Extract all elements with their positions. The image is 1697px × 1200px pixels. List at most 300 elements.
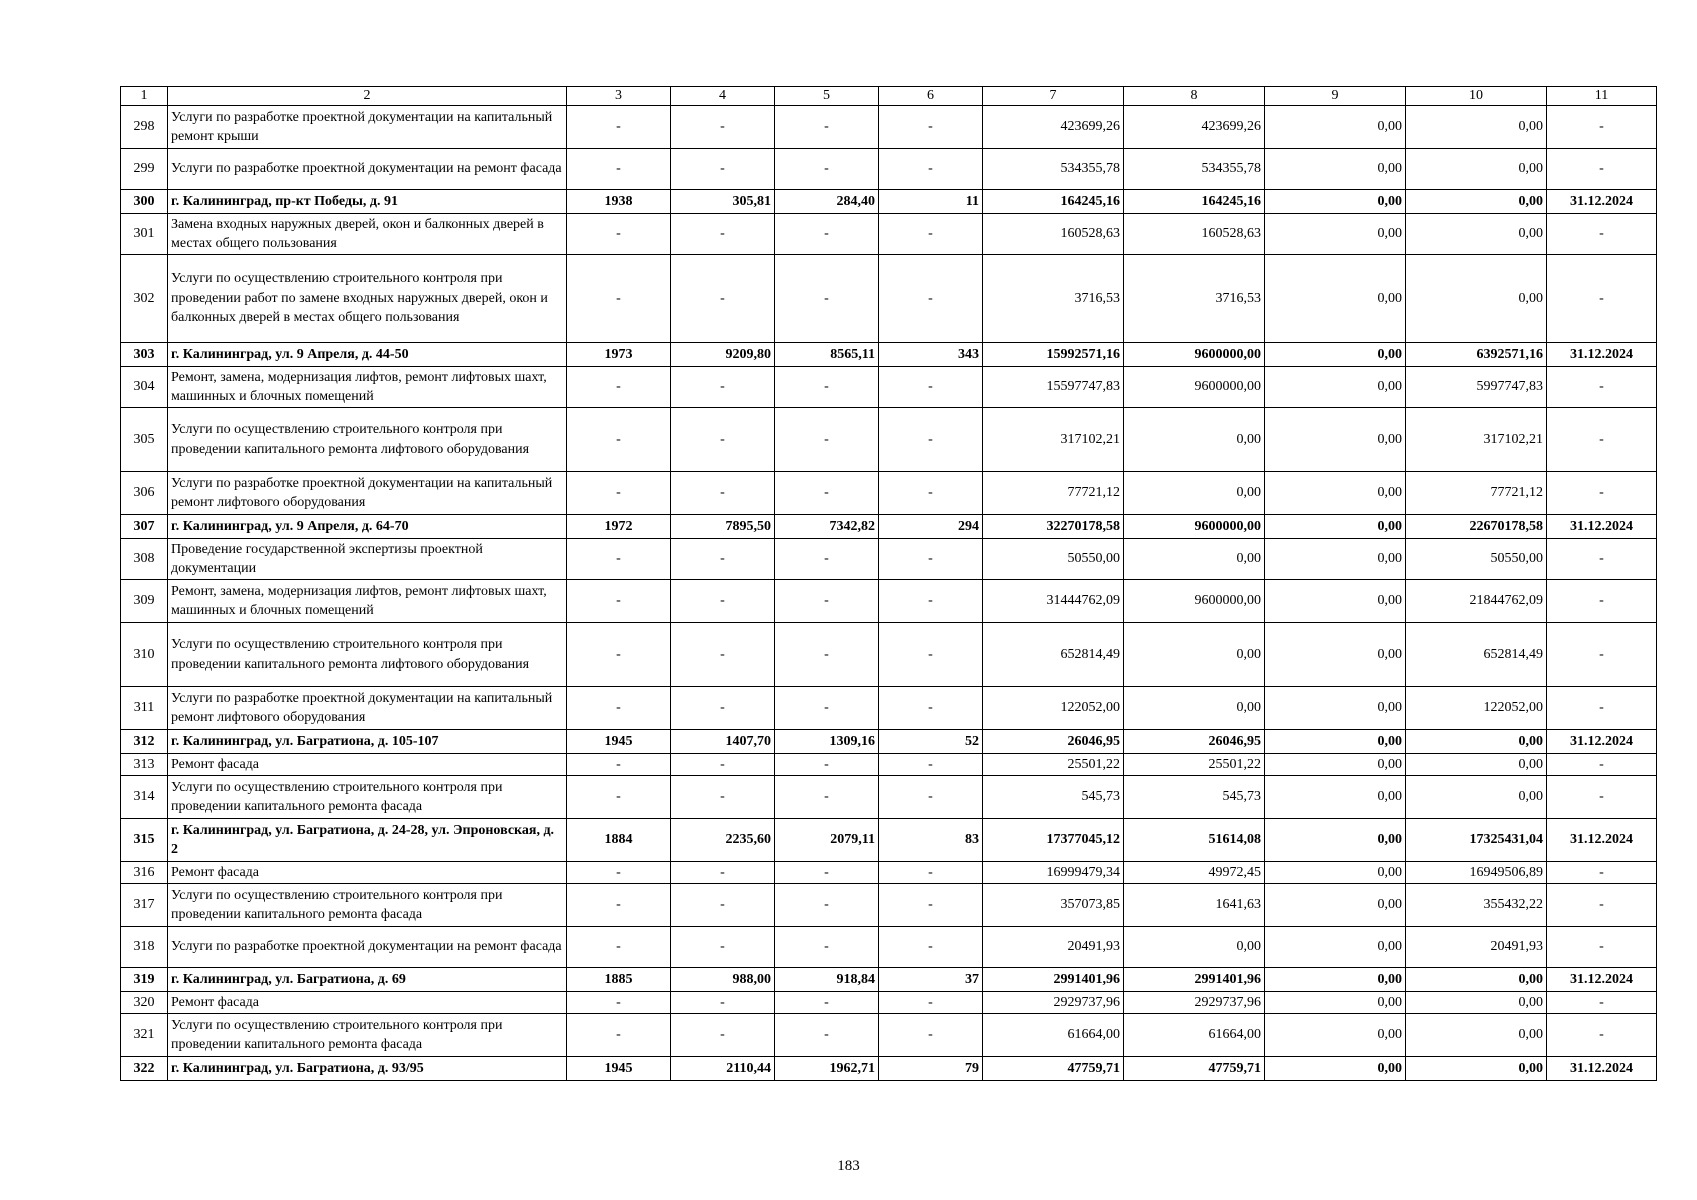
header-cell-4: 4 <box>671 87 775 106</box>
col6-cell: 79 <box>879 1057 983 1081</box>
col4-cell: - <box>671 884 775 927</box>
col3-cell: 1884 <box>567 819 671 862</box>
work-item-row <box>121 106 1657 149</box>
col11-date-cell: - <box>1547 408 1657 472</box>
col6-cell: - <box>879 149 983 190</box>
col11-date-cell: - <box>1547 776 1657 819</box>
col6-cell: - <box>879 106 983 149</box>
address-row <box>121 819 1657 862</box>
col8-amount-cell: 160528,63 <box>1124 214 1265 255</box>
col10-amount-cell: 22670178,58 <box>1406 515 1547 539</box>
row-number-cell: 319 <box>121 968 168 992</box>
col7-amount-cell: 2991401,96 <box>983 968 1124 992</box>
col9-amount-cell: 0,00 <box>1265 367 1406 408</box>
col11-date-cell: 31.12.2024 <box>1547 515 1657 539</box>
col11-date-cell: 31.12.2024 <box>1547 1057 1657 1081</box>
col3-cell: 1885 <box>567 968 671 992</box>
col10-amount-cell: 0,00 <box>1406 149 1547 190</box>
col5-cell: - <box>775 1014 879 1057</box>
col6-cell: - <box>879 214 983 255</box>
col4-cell: 988,00 <box>671 968 775 992</box>
col3-cell: - <box>567 214 671 255</box>
row-number-cell: 310 <box>121 623 168 687</box>
col7-amount-cell: 15992571,16 <box>983 343 1124 367</box>
col10-amount-cell: 0,00 <box>1406 1014 1547 1057</box>
col8-amount-cell: 0,00 <box>1124 927 1265 968</box>
col7-amount-cell: 16999479,34 <box>983 862 1124 884</box>
col9-amount-cell: 0,00 <box>1265 255 1406 343</box>
col3-cell: - <box>567 754 671 776</box>
col11-date-cell: - <box>1547 862 1657 884</box>
row-number-cell: 321 <box>121 1014 168 1057</box>
row-number-cell: 322 <box>121 1057 168 1081</box>
col7-amount-cell: 423699,26 <box>983 106 1124 149</box>
col9-amount-cell: 0,00 <box>1265 687 1406 730</box>
work-description-cell: г. Калининград, ул. Багратиона, д. 93/95 <box>168 1057 567 1081</box>
col3-cell: 1945 <box>567 730 671 754</box>
col4-cell: 305,81 <box>671 190 775 214</box>
col3-cell: 1973 <box>567 343 671 367</box>
col7-amount-cell: 160528,63 <box>983 214 1124 255</box>
col5-cell: - <box>775 687 879 730</box>
row-number-cell: 305 <box>121 408 168 472</box>
col9-amount-cell: 0,00 <box>1265 343 1406 367</box>
col6-cell: - <box>879 539 983 580</box>
col4-cell: - <box>671 776 775 819</box>
col6-cell: 83 <box>879 819 983 862</box>
col6-cell: - <box>879 472 983 515</box>
row-number-cell: 313 <box>121 754 168 776</box>
col8-amount-cell: 26046,95 <box>1124 730 1265 754</box>
work-description-cell: г. Калининград, ул. Багратиона, д. 105-107 <box>168 730 567 754</box>
col5-cell: - <box>775 472 879 515</box>
col5-cell: - <box>775 884 879 927</box>
col5-cell: 284,40 <box>775 190 879 214</box>
col6-cell: 11 <box>879 190 983 214</box>
work-description-cell: г. Калининград, ул. 9 Апреля, д. 64-70 <box>168 515 567 539</box>
header-cell-3: 3 <box>567 87 671 106</box>
col11-date-cell: - <box>1547 927 1657 968</box>
work-description-cell: Услуги по разработке проектной документации на ремонт фасада <box>168 149 567 190</box>
col8-amount-cell: 9600000,00 <box>1124 580 1265 623</box>
row-number-cell: 298 <box>121 106 168 149</box>
col11-date-cell: - <box>1547 623 1657 687</box>
col7-amount-cell: 545,73 <box>983 776 1124 819</box>
header-cell-7: 7 <box>983 87 1124 106</box>
col10-amount-cell: 77721,12 <box>1406 472 1547 515</box>
col3-cell: - <box>567 623 671 687</box>
col8-amount-cell: 49972,45 <box>1124 862 1265 884</box>
col5-cell: - <box>775 776 879 819</box>
col7-amount-cell: 164245,16 <box>983 190 1124 214</box>
col4-cell: - <box>671 149 775 190</box>
header-cell-10: 10 <box>1406 87 1547 106</box>
col4-cell: - <box>671 862 775 884</box>
col3-cell: - <box>567 884 671 927</box>
work-item-row <box>121 580 1657 623</box>
work-description-cell: Проведение государственной экспертизы проектной документации <box>168 539 567 580</box>
row-number-cell: 302 <box>121 255 168 343</box>
col3-cell: - <box>567 687 671 730</box>
work-description-cell: Услуги по осуществлению строительного контроля при проведении капитального ремонта фасада <box>168 776 567 819</box>
col3-cell: - <box>567 472 671 515</box>
col9-amount-cell: 0,00 <box>1265 776 1406 819</box>
work-description-cell: г. Калининград, пр-кт Победы, д. 91 <box>168 190 567 214</box>
col6-cell: 294 <box>879 515 983 539</box>
col5-cell: - <box>775 580 879 623</box>
col11-date-cell: 31.12.2024 <box>1547 190 1657 214</box>
address-row <box>121 515 1657 539</box>
col8-amount-cell: 0,00 <box>1124 687 1265 730</box>
col9-amount-cell: 0,00 <box>1265 884 1406 927</box>
work-item-row <box>121 1014 1657 1057</box>
work-description-cell: Ремонт фасада <box>168 754 567 776</box>
row-number-cell: 314 <box>121 776 168 819</box>
col7-amount-cell: 20491,93 <box>983 927 1124 968</box>
col4-cell: - <box>671 992 775 1014</box>
work-item-row <box>121 214 1657 255</box>
page-number: 183 <box>837 1158 860 1174</box>
work-item-row <box>121 927 1657 968</box>
col6-cell: - <box>879 623 983 687</box>
col9-amount-cell: 0,00 <box>1265 190 1406 214</box>
col10-amount-cell: 0,00 <box>1406 992 1547 1014</box>
col5-cell: 8565,11 <box>775 343 879 367</box>
work-item-row <box>121 472 1657 515</box>
col6-cell: - <box>879 687 983 730</box>
col5-cell: 2079,11 <box>775 819 879 862</box>
col9-amount-cell: 0,00 <box>1265 968 1406 992</box>
col6-cell: - <box>879 367 983 408</box>
col10-amount-cell: 6392571,16 <box>1406 343 1547 367</box>
col5-cell: - <box>775 367 879 408</box>
col9-amount-cell: 0,00 <box>1265 992 1406 1014</box>
col7-amount-cell: 122052,00 <box>983 687 1124 730</box>
col9-amount-cell: 0,00 <box>1265 515 1406 539</box>
col3-cell: - <box>567 408 671 472</box>
col3-cell: - <box>567 539 671 580</box>
col6-cell: 37 <box>879 968 983 992</box>
row-number-cell: 307 <box>121 515 168 539</box>
col6-cell: - <box>879 1014 983 1057</box>
col3-cell: - <box>567 580 671 623</box>
col4-cell: - <box>671 106 775 149</box>
col10-amount-cell: 0,00 <box>1406 1057 1547 1081</box>
col8-amount-cell: 9600000,00 <box>1124 515 1265 539</box>
col8-amount-cell: 25501,22 <box>1124 754 1265 776</box>
row-number-cell: 316 <box>121 862 168 884</box>
table-body <box>121 87 1657 1081</box>
col4-cell: - <box>671 472 775 515</box>
col11-date-cell: - <box>1547 580 1657 623</box>
col9-amount-cell: 0,00 <box>1265 580 1406 623</box>
col9-amount-cell: 0,00 <box>1265 927 1406 968</box>
work-description-cell: Услуги по разработке проектной документации на ремонт фасада <box>168 927 567 968</box>
col6-cell: - <box>879 927 983 968</box>
work-description-cell: Ремонт фасада <box>168 992 567 1014</box>
col10-amount-cell: 122052,00 <box>1406 687 1547 730</box>
row-number-cell: 309 <box>121 580 168 623</box>
col6-cell: - <box>879 992 983 1014</box>
col5-cell: - <box>775 754 879 776</box>
col10-amount-cell: 0,00 <box>1406 754 1547 776</box>
row-number-cell: 312 <box>121 730 168 754</box>
header-cell-11: 11 <box>1547 87 1657 106</box>
repair-program-table <box>120 86 1657 1081</box>
col10-amount-cell: 0,00 <box>1406 968 1547 992</box>
col11-date-cell: - <box>1547 992 1657 1014</box>
col5-cell: 1309,16 <box>775 730 879 754</box>
col3-cell: - <box>567 1014 671 1057</box>
col10-amount-cell: 317102,21 <box>1406 408 1547 472</box>
col4-cell: - <box>671 367 775 408</box>
work-description-cell: Услуги по разработке проектной документации на капитальный ремонт лифтового оборудования <box>168 687 567 730</box>
work-item-row <box>121 149 1657 190</box>
col7-amount-cell: 32270178,58 <box>983 515 1124 539</box>
col6-cell: - <box>879 862 983 884</box>
work-item-row <box>121 408 1657 472</box>
work-description-cell: Ремонт фасада <box>168 862 567 884</box>
col11-date-cell: 31.12.2024 <box>1547 819 1657 862</box>
row-number-cell: 300 <box>121 190 168 214</box>
work-item-row <box>121 776 1657 819</box>
col7-amount-cell: 47759,71 <box>983 1057 1124 1081</box>
col4-cell: - <box>671 927 775 968</box>
col8-amount-cell: 1641,63 <box>1124 884 1265 927</box>
col10-amount-cell: 5997747,83 <box>1406 367 1547 408</box>
col8-amount-cell: 545,73 <box>1124 776 1265 819</box>
col10-amount-cell: 355432,22 <box>1406 884 1547 927</box>
col9-amount-cell: 0,00 <box>1265 214 1406 255</box>
col8-amount-cell: 164245,16 <box>1124 190 1265 214</box>
col3-cell: - <box>567 927 671 968</box>
col8-amount-cell: 2991401,96 <box>1124 968 1265 992</box>
col5-cell: - <box>775 255 879 343</box>
work-item-row <box>121 623 1657 687</box>
col8-amount-cell: 0,00 <box>1124 539 1265 580</box>
col7-amount-cell: 15597747,83 <box>983 367 1124 408</box>
col11-date-cell: - <box>1547 255 1657 343</box>
work-description-cell: Ремонт, замена, модернизация лифтов, ремонт лифтовых шахт, машинных и блочных помещений <box>168 367 567 408</box>
col6-cell: - <box>879 776 983 819</box>
col10-amount-cell: 17325431,04 <box>1406 819 1547 862</box>
col9-amount-cell: 0,00 <box>1265 106 1406 149</box>
col5-cell: - <box>775 106 879 149</box>
header-cell-1: 1 <box>121 87 168 106</box>
col11-date-cell: 31.12.2024 <box>1547 968 1657 992</box>
col11-date-cell: - <box>1547 884 1657 927</box>
col5-cell: - <box>775 623 879 687</box>
col5-cell: - <box>775 927 879 968</box>
col6-cell: - <box>879 408 983 472</box>
row-number-cell: 304 <box>121 367 168 408</box>
col9-amount-cell: 0,00 <box>1265 730 1406 754</box>
row-number-cell: 301 <box>121 214 168 255</box>
col11-date-cell: - <box>1547 687 1657 730</box>
work-item-row <box>121 539 1657 580</box>
col7-amount-cell: 61664,00 <box>983 1014 1124 1057</box>
header-cell-9: 9 <box>1265 87 1406 106</box>
col4-cell: - <box>671 255 775 343</box>
col4-cell: 7895,50 <box>671 515 775 539</box>
work-description-cell: Замена входных наружных дверей, окон и балконных дверей в местах общего пользования <box>168 214 567 255</box>
col4-cell: - <box>671 214 775 255</box>
col5-cell: 1962,71 <box>775 1057 879 1081</box>
col4-cell: - <box>671 754 775 776</box>
col4-cell: - <box>671 580 775 623</box>
col4-cell: - <box>671 408 775 472</box>
col7-amount-cell: 25501,22 <box>983 754 1124 776</box>
col11-date-cell: - <box>1547 106 1657 149</box>
col4-cell: - <box>671 687 775 730</box>
col6-cell: - <box>879 255 983 343</box>
col10-amount-cell: 0,00 <box>1406 190 1547 214</box>
col8-amount-cell: 9600000,00 <box>1124 367 1265 408</box>
col9-amount-cell: 0,00 <box>1265 539 1406 580</box>
col10-amount-cell: 0,00 <box>1406 106 1547 149</box>
work-item-row <box>121 884 1657 927</box>
work-description-cell: Услуги по осуществлению строительного контроля при проведении капитального ремонта фасада <box>168 884 567 927</box>
col8-amount-cell: 61664,00 <box>1124 1014 1265 1057</box>
col11-date-cell: - <box>1547 214 1657 255</box>
row-number-cell: 303 <box>121 343 168 367</box>
work-description-cell: Услуги по осуществлению строительного контроля при проведении капитального ремонта фасада <box>168 1014 567 1057</box>
work-description-cell: Услуги по осуществлению строительного контроля при проведении капитального ремонта лифтового оборудования <box>168 408 567 472</box>
row-number-cell: 320 <box>121 992 168 1014</box>
row-number-cell: 318 <box>121 927 168 968</box>
document-table-container <box>120 86 1656 1081</box>
col7-amount-cell: 357073,85 <box>983 884 1124 927</box>
address-row <box>121 190 1657 214</box>
col4-cell: 1407,70 <box>671 730 775 754</box>
col3-cell: - <box>567 862 671 884</box>
col7-amount-cell: 77721,12 <box>983 472 1124 515</box>
col5-cell: - <box>775 992 879 1014</box>
col9-amount-cell: 0,00 <box>1265 472 1406 515</box>
col6-cell: - <box>879 580 983 623</box>
col6-cell: - <box>879 754 983 776</box>
work-description-cell: г. Калининград, ул. Багратиона, д. 24-28, ул. Эпроновская, д. 2 <box>168 819 567 862</box>
col4-cell: 9209,80 <box>671 343 775 367</box>
col10-amount-cell: 50550,00 <box>1406 539 1547 580</box>
col5-cell: - <box>775 408 879 472</box>
col3-cell: 1938 <box>567 190 671 214</box>
col8-amount-cell: 0,00 <box>1124 623 1265 687</box>
col5-cell: - <box>775 214 879 255</box>
column-number-header-row <box>121 87 1657 106</box>
header-cell-8: 8 <box>1124 87 1265 106</box>
col10-amount-cell: 0,00 <box>1406 255 1547 343</box>
col6-cell: 343 <box>879 343 983 367</box>
work-description-cell: Услуги по осуществлению строительного контроля при проведении работ по замене входных наружных дверей, окон и балконных дверей в местах общего пользования <box>168 255 567 343</box>
col9-amount-cell: 0,00 <box>1265 1014 1406 1057</box>
col8-amount-cell: 51614,08 <box>1124 819 1265 862</box>
col3-cell: - <box>567 776 671 819</box>
col9-amount-cell: 0,00 <box>1265 623 1406 687</box>
col7-amount-cell: 2929737,96 <box>983 992 1124 1014</box>
col7-amount-cell: 652814,49 <box>983 623 1124 687</box>
col11-date-cell: 31.12.2024 <box>1547 343 1657 367</box>
col3-cell: - <box>567 992 671 1014</box>
work-item-row <box>121 992 1657 1014</box>
col7-amount-cell: 26046,95 <box>983 730 1124 754</box>
row-number-cell: 308 <box>121 539 168 580</box>
col7-amount-cell: 17377045,12 <box>983 819 1124 862</box>
col9-amount-cell: 0,00 <box>1265 408 1406 472</box>
col11-date-cell: 31.12.2024 <box>1547 730 1657 754</box>
col10-amount-cell: 0,00 <box>1406 730 1547 754</box>
col9-amount-cell: 0,00 <box>1265 819 1406 862</box>
address-row <box>121 343 1657 367</box>
col10-amount-cell: 0,00 <box>1406 214 1547 255</box>
col5-cell: 918,84 <box>775 968 879 992</box>
col11-date-cell: - <box>1547 149 1657 190</box>
col10-amount-cell: 20491,93 <box>1406 927 1547 968</box>
row-number-cell: 311 <box>121 687 168 730</box>
address-row <box>121 968 1657 992</box>
work-description-cell: Услуги по разработке проектной документации на капитальный ремонт лифтового оборудования <box>168 472 567 515</box>
work-item-row <box>121 255 1657 343</box>
col3-cell: - <box>567 255 671 343</box>
col8-amount-cell: 3716,53 <box>1124 255 1265 343</box>
col7-amount-cell: 3716,53 <box>983 255 1124 343</box>
col5-cell: - <box>775 539 879 580</box>
col4-cell: 2235,60 <box>671 819 775 862</box>
work-item-row <box>121 367 1657 408</box>
work-description-cell: г. Калининград, ул. 9 Апреля, д. 44-50 <box>168 343 567 367</box>
address-row <box>121 1057 1657 1081</box>
header-cell-5: 5 <box>775 87 879 106</box>
work-item-row <box>121 862 1657 884</box>
col10-amount-cell: 16949506,89 <box>1406 862 1547 884</box>
col8-amount-cell: 423699,26 <box>1124 106 1265 149</box>
col7-amount-cell: 50550,00 <box>983 539 1124 580</box>
col6-cell: - <box>879 884 983 927</box>
col6-cell: 52 <box>879 730 983 754</box>
work-description-cell: г. Калининград, ул. Багратиона, д. 69 <box>168 968 567 992</box>
col8-amount-cell: 534355,78 <box>1124 149 1265 190</box>
col8-amount-cell: 2929737,96 <box>1124 992 1265 1014</box>
col5-cell: - <box>775 149 879 190</box>
row-number-cell: 306 <box>121 472 168 515</box>
col10-amount-cell: 21844762,09 <box>1406 580 1547 623</box>
row-number-cell: 315 <box>121 819 168 862</box>
col11-date-cell: - <box>1547 539 1657 580</box>
col9-amount-cell: 0,00 <box>1265 754 1406 776</box>
col8-amount-cell: 9600000,00 <box>1124 343 1265 367</box>
col4-cell: - <box>671 539 775 580</box>
col11-date-cell: - <box>1547 1014 1657 1057</box>
row-number-cell: 299 <box>121 149 168 190</box>
row-number-cell: 317 <box>121 884 168 927</box>
col4-cell: 2110,44 <box>671 1057 775 1081</box>
col11-date-cell: - <box>1547 754 1657 776</box>
col8-amount-cell: 0,00 <box>1124 408 1265 472</box>
col9-amount-cell: 0,00 <box>1265 862 1406 884</box>
work-description-cell: Ремонт, замена, модернизация лифтов, ремонт лифтовых шахт, машинных и блочных помещений <box>168 580 567 623</box>
col7-amount-cell: 317102,21 <box>983 408 1124 472</box>
col10-amount-cell: 652814,49 <box>1406 623 1547 687</box>
work-item-row <box>121 687 1657 730</box>
col9-amount-cell: 0,00 <box>1265 1057 1406 1081</box>
col3-cell: - <box>567 149 671 190</box>
col8-amount-cell: 47759,71 <box>1124 1057 1265 1081</box>
col5-cell: - <box>775 862 879 884</box>
col3-cell: - <box>567 367 671 408</box>
work-description-cell: Услуги по разработке проектной документации на капитальный ремонт крыши <box>168 106 567 149</box>
col11-date-cell: - <box>1547 367 1657 408</box>
col4-cell: - <box>671 1014 775 1057</box>
